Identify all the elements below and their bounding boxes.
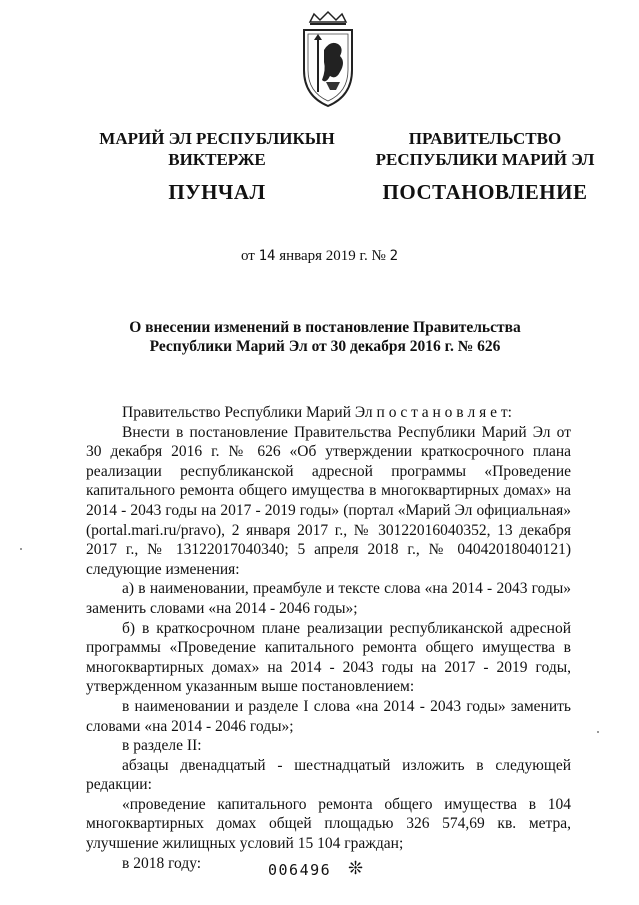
header-left-line2: ВИКТЕРЖЕ [168,150,266,169]
date-day: 14 [258,248,276,264]
coat-of-arms-icon [296,10,360,110]
title-line2: Республики Марий Эл от 30 декабря 2016 г. № 626 [149,338,501,355]
document-body [86,403,571,873]
footer-mark-icon: ❊ [348,858,364,878]
header-right-doc-type: ПОСТАНОВЛЕНИЕ [382,180,588,204]
body-paragraph: «проведение капитального ремонта общего имущества в 104 многоквартирных домах общей площадью 326 574,69 кв. метра, улучшение жилищных условий 15 104 граждан; [86,795,571,853]
header-left-line1: МАРИЙ ЭЛ РЕСПУБЛИКЫН [99,129,335,148]
body-paragraph: абзацы двенадцатый - шестнадцатый изложить в следующей редакции: [86,756,571,794]
header-right-line1: ПРАВИТЕЛЬСТВО [408,129,562,148]
date-prefix: от [240,248,255,264]
date-month-year: января 2019 г. № [279,248,386,264]
document-date [0,248,639,265]
scan-speck [597,731,599,733]
document-title [90,318,560,356]
scan-speck [20,548,22,550]
body-paragraph: в 2018 году: [122,854,202,872]
body-paragraph: а) в наименовании, преамбуле и тексте слова «на 2014 - 2043 годы» заменить словами «на 2014 - 2046 годы»; [86,580,571,617]
header-left [92,128,342,203]
body-paragraph: б) в краткосрочном плане реализации республиканской адресной программы «Проведение капитального ремонта общего имущества в многоквартирных домах» на 2014 - 2043 годы на 2017 - 2019 годы, утвержденном указанным выше постановлением: [86,619,571,696]
header-right [360,128,610,203]
header-right-line2: РЕСПУБЛИКИ МАРИЙ ЭЛ [375,150,595,169]
body-paragraph: Внести в постановление Правительства Республики Марий Эл от 30 декабря 2016 г. № 626 «Об утверждении краткосрочного плана реализации республиканской адресной программы «Проведение капитального ремонта общего имущества в многоквартирных домах» на 2014 - 2043 годы на 2017 - 2019 годы» (портал «Марий Эл официальная» (portal.mari.ru/pravo), 2 января 2017 г., № 30122016040352, 13 декабря 2017 г., № 13122017040340; 5 апреля 2018 г., № 04042018040121) следующие изменения: [86,423,571,578]
title-line1: О внесении изменений в постановление Правительства [129,319,521,336]
body-paragraph: в разделе II: [122,737,202,755]
serial-number: 006496 [268,861,332,879]
body-paragraph: в наименовании и разделе I слова «на 2014 - 2043 годы» заменить словами «на 2014 - 2046 годы»; [86,697,571,735]
body-paragraph: Правительство Республики Марий Эл п о с т а н о в л я е т: [122,404,512,421]
document-number: 2 [389,248,399,264]
header-left-doc-type: ПУНЧАЛ [168,180,266,204]
